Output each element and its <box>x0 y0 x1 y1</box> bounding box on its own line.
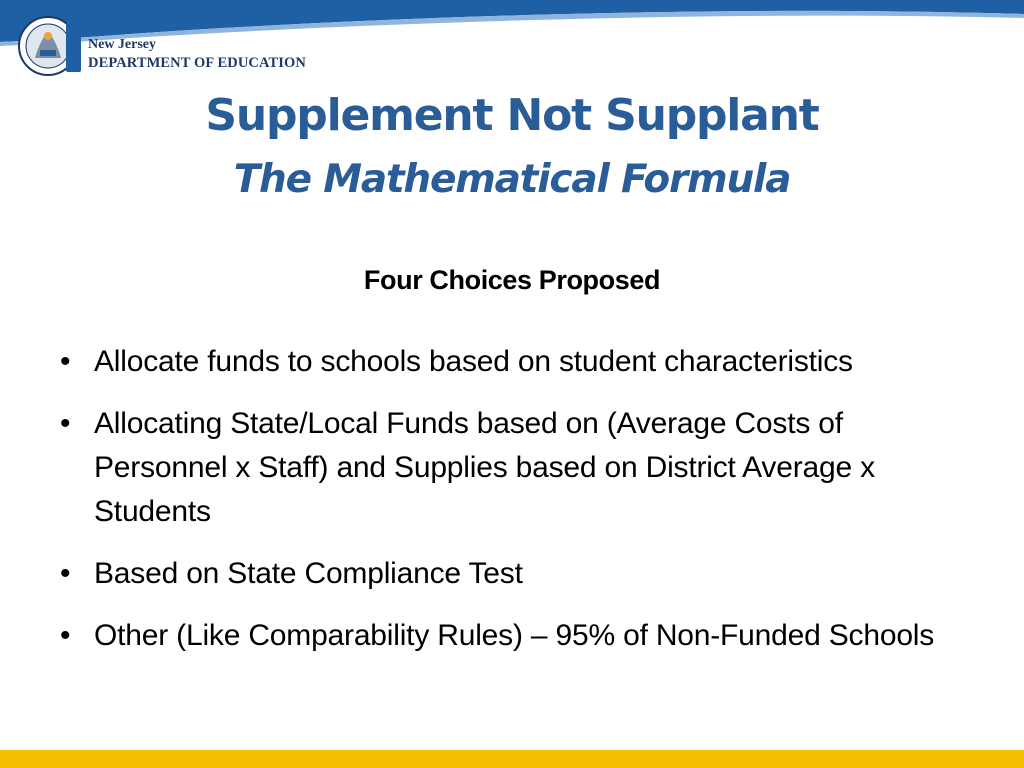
bullet-dot-icon: • <box>60 619 71 652</box>
bullet-text: Other (Like Comparability Rules) – 95% of Non-Funded Schools <box>94 619 935 652</box>
bullet-dot-icon: • <box>60 345 71 378</box>
slide-subtitle: The Mathematical Formula <box>233 157 791 202</box>
bullet-item <box>60 402 970 534</box>
bullet-item <box>60 552 970 596</box>
bullet-list <box>60 340 970 676</box>
section-heading: Four Choices Proposed <box>363 265 661 295</box>
dept-agency-name: DEPARTMENT OF EDUCATION <box>88 55 306 71</box>
bullet-dot-icon: • <box>60 557 71 590</box>
bullet-item <box>60 340 970 384</box>
njdoe-logo <box>18 14 348 78</box>
dept-state-name: New Jersey <box>88 37 157 52</box>
bullet-text: Allocate funds to schools based on student characteristics <box>94 345 853 378</box>
state-seal-icon <box>18 14 82 78</box>
department-name <box>88 36 306 72</box>
bullet-dot-icon: • <box>60 407 71 440</box>
bullet-text: Based on State Compliance Test <box>94 557 523 590</box>
bullet-item <box>60 614 970 658</box>
slide-title: Supplement Not Supplant <box>205 90 819 141</box>
footer-bar <box>0 750 1024 768</box>
bullet-text: Allocating State/Local Funds based on (Average Costs of Personnel x Staff) and Supplies based on District Average x Students <box>94 407 875 528</box>
